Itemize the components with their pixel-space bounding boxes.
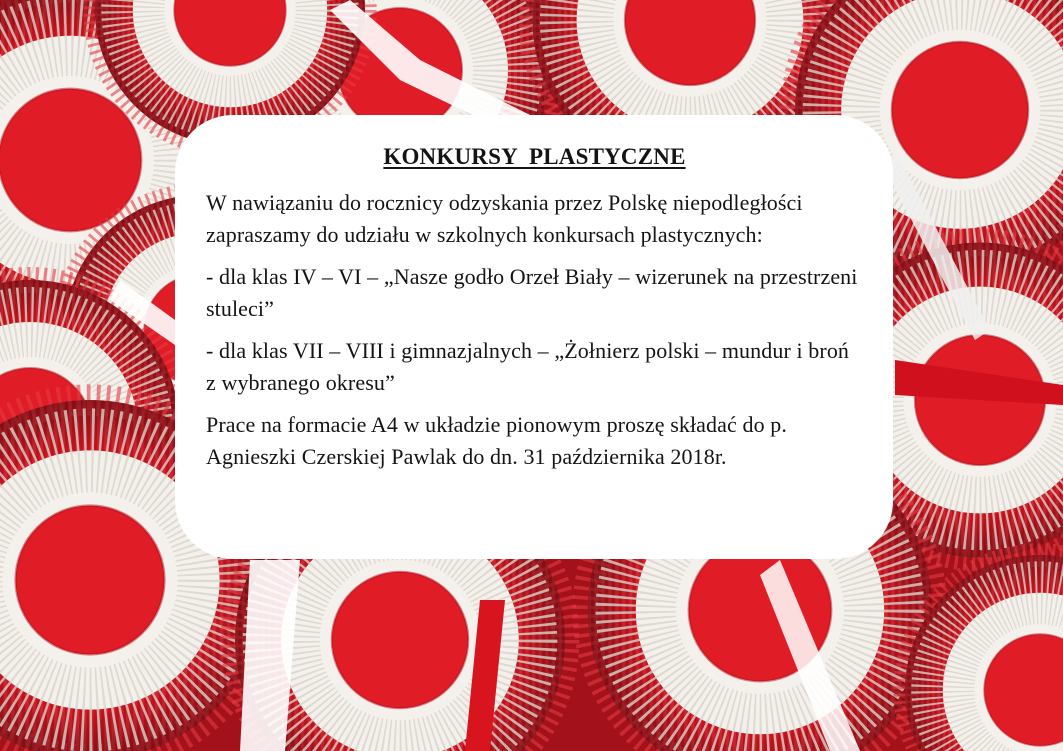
intro-paragraph: W nawiązaniu do rocznicy odzyskania przez Polskę niepodległości zapraszamy do udziału w szkolnych konkursach plastycznych:	[206, 190, 803, 247]
contest-grades-4-6: - dla klas IV – VI – „Nasze godło Orzeł Biały – wizerunek na przestrzeni stuleci”	[206, 264, 858, 321]
card-title: KONKURSY PLASTYCZNE	[383, 144, 686, 169]
contest-grades-7-8: - dla klas VII – VIII i gimnazjalnych – „Żołnierz polski – mundur i broń z wybranego okresu”	[206, 338, 850, 395]
announcement-card	[175, 115, 893, 559]
submission-info: Prace na formacie A4 w układzie pionowym proszę składać do p. Agnieszki Czerskiej Pawlak do dn. 31 października 2018r.	[206, 412, 787, 469]
